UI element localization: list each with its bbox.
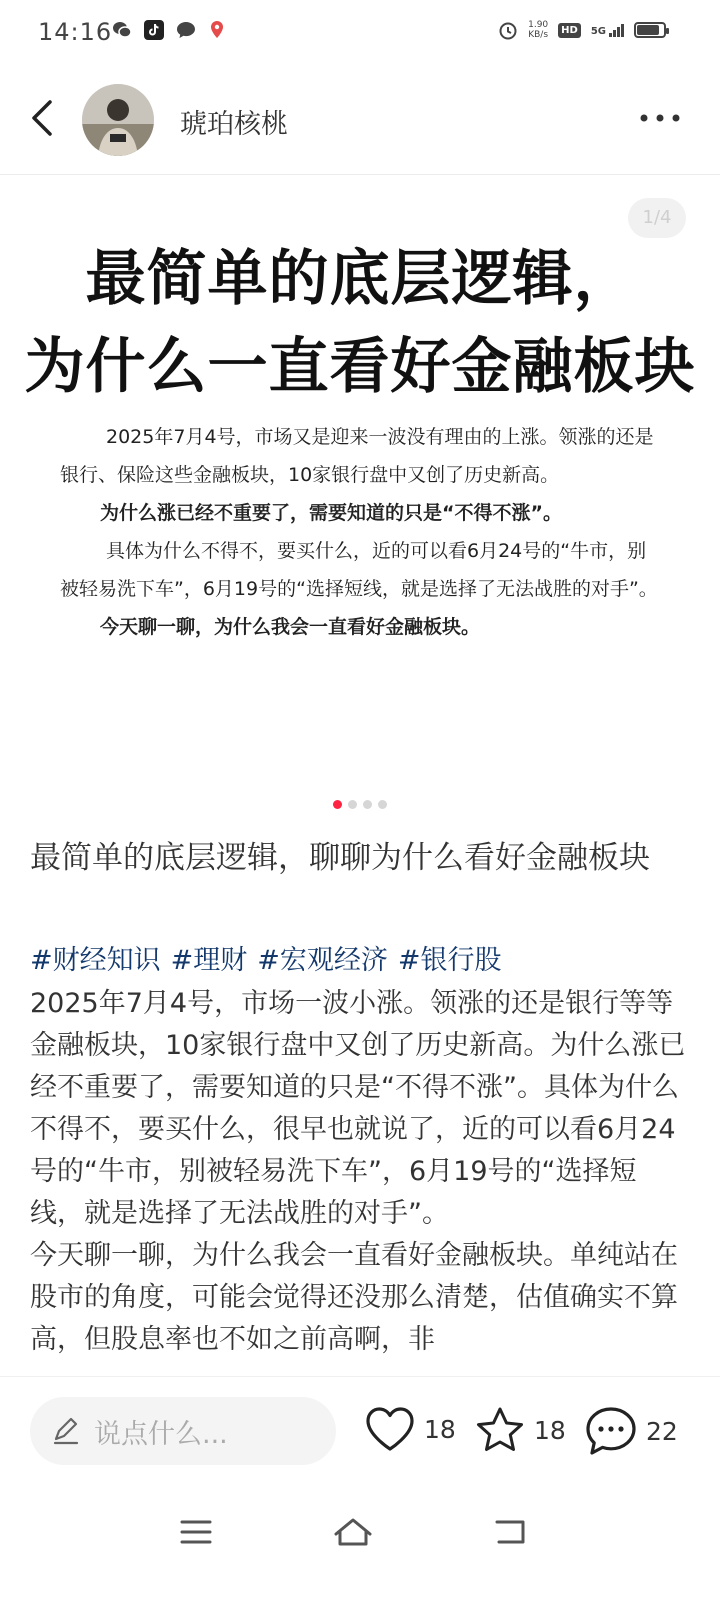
alarm-icon (498, 20, 518, 40)
system-nav-bar (0, 1486, 720, 1600)
comment-count: 22 (646, 1416, 678, 1446)
signal-5g-icon: 5G (591, 24, 624, 37)
wechat-icon (112, 21, 132, 39)
home-icon (333, 1517, 373, 1547)
nav-back-icon (493, 1518, 527, 1546)
heart-icon (364, 1405, 416, 1453)
menu-icon (180, 1519, 212, 1545)
like-button[interactable] (364, 1405, 456, 1453)
more-button[interactable] (636, 102, 684, 134)
image-title (0, 235, 720, 411)
carousel-dot (378, 800, 387, 809)
comment-input[interactable] (30, 1397, 336, 1465)
more-dots-icon (640, 114, 680, 122)
tag-link[interactable]: #理财 (170, 945, 248, 976)
author-name[interactable]: 琥珀核桃 (180, 109, 288, 140)
location-pin-icon (208, 20, 226, 40)
carousel-dot (363, 800, 372, 809)
image-carousel[interactable] (0, 175, 720, 785)
image-body (60, 418, 660, 646)
post-body (30, 983, 690, 1375)
image-title-line1: 最简单的底层逻辑， (85, 244, 635, 314)
status-time: 14:16 (38, 18, 113, 46)
tag-link[interactable]: #银行股 (397, 945, 502, 976)
tag-link[interactable]: #财经知识 (30, 945, 161, 976)
post-title: 最简单的底层逻辑，聊聊为什么看好金融板块 (30, 840, 650, 876)
like-count: 18 (424, 1414, 456, 1444)
net-speed: 1.90 KB/s (528, 20, 549, 40)
tag-link[interactable]: #宏观经济 (257, 945, 388, 976)
comment-placeholder: 说点什么... (94, 1418, 228, 1450)
image-title-line2: 为什么一直看好金融板块 (24, 332, 696, 402)
star-icon (474, 1405, 526, 1455)
back-button[interactable] (22, 96, 62, 140)
collect-button[interactable] (474, 1405, 566, 1455)
carousel-dot (348, 800, 357, 809)
hd-badge: HD (558, 23, 581, 38)
pencil-icon (50, 1415, 82, 1447)
battery-icon (634, 22, 666, 38)
image-paragraph-bold: 为什么涨已经不重要了，需要知道的只是“不得不涨”。 (100, 502, 562, 524)
message-icon (176, 21, 196, 39)
bottom-action-bar (0, 1376, 720, 1487)
system-icons (498, 20, 666, 40)
nav-menu-button[interactable] (166, 1508, 226, 1556)
image-paragraph: 2025年7月4号，市场又是迎来一波没有理由的上涨。领涨的还是银行、保险这些金融板块，10家银行盘中又创了历史新高。 (60, 426, 654, 486)
nav-home-button[interactable] (323, 1508, 383, 1556)
comment-button[interactable] (584, 1405, 678, 1457)
page-counter: 1/4 (628, 198, 686, 238)
image-paragraph-bold: 今天聊一聊，为什么我会一直看好金融板块。 (100, 616, 481, 638)
tag-list (30, 940, 502, 982)
image-paragraph: 具体为什么不得不，要买什么，近的可以看6月24号的“牛市，别被轻易洗下车”，6月19号的“选择短线，就是选择了无法战胜的对手”。 (60, 540, 658, 600)
carousel-indicator (0, 800, 720, 809)
status-bar (0, 0, 720, 68)
back-arrow-icon (30, 99, 54, 137)
carousel-dot-active (333, 800, 342, 809)
tiktok-icon (144, 20, 164, 40)
avatar-image (82, 84, 154, 156)
notification-icons (112, 20, 226, 40)
chat-bubble-icon (584, 1405, 638, 1457)
author-avatar[interactable] (82, 84, 154, 156)
post-paragraph: 2025年7月4号，市场一波小涨。领涨的还是银行等等金融板块，10家银行盘中又创了历史新高。为什么涨已经不重要了，需要知道的只是“不得不涨”。具体为什么不得不，要买什么，很早也就说了，近的可以看6月24号的“牛市，别被轻易洗下车”，6月19号的“选择短线，就是选择了无法战胜的对手”。 (30, 988, 686, 1229)
nav-back-button[interactable] (480, 1508, 540, 1556)
post-paragraph: 今天聊一聊，为什么我会一直看好金融板块。单纯站在股市的角度，可能会觉得还没那么清楚，估值确实不算高，但股息率也不如之前高啊，非 (30, 1240, 678, 1355)
post-header (0, 68, 720, 175)
collect-count: 18 (534, 1415, 566, 1445)
